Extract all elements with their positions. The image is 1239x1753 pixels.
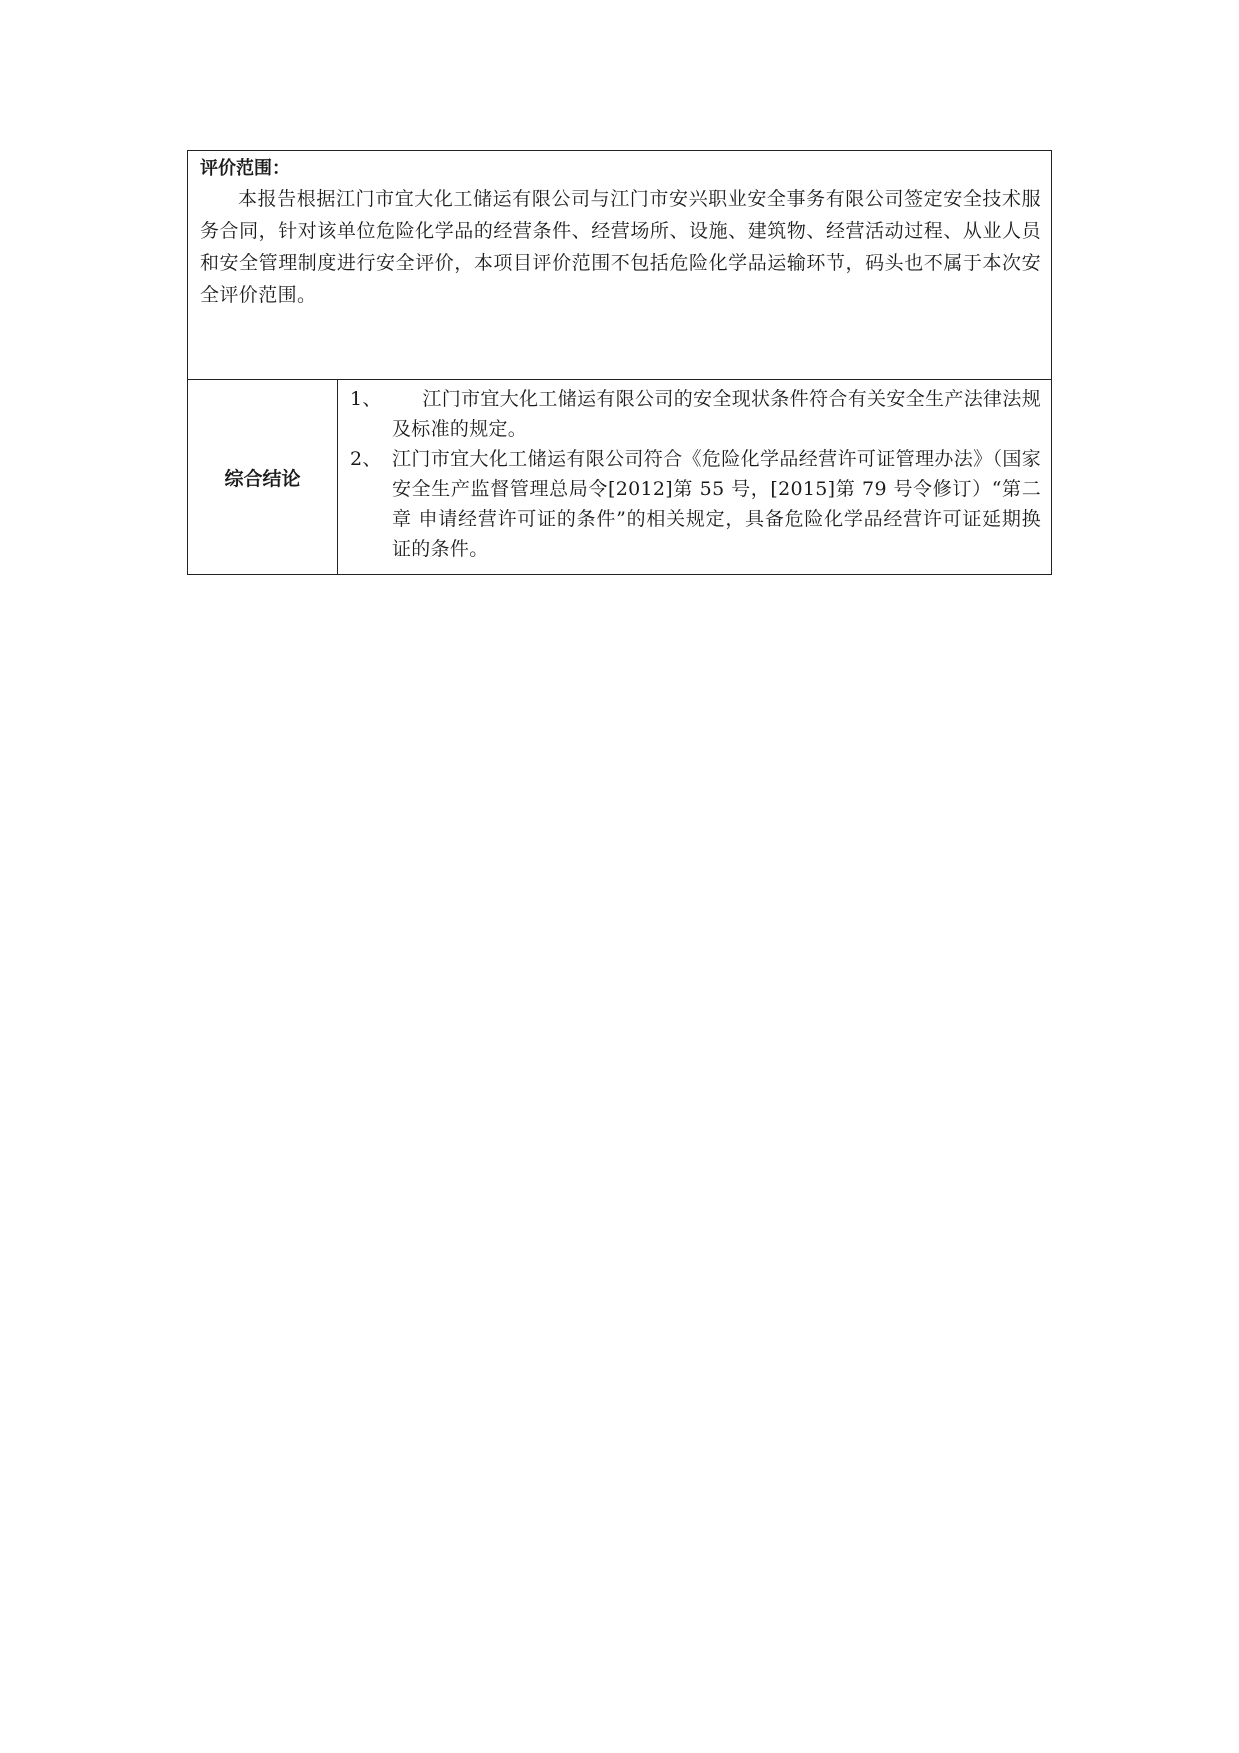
- scope-row: [188, 151, 1052, 380]
- conclusion-list: [350, 384, 1041, 564]
- scope-cell: [188, 151, 1052, 380]
- conclusion-item-text: 江门市宜大化工储运有限公司的安全现状条件符合有关安全生产法律法规及标准的规定。: [392, 388, 1041, 440]
- evaluation-summary-table: [187, 150, 1052, 575]
- conclusion-label: 综合结论: [188, 380, 338, 575]
- conclusion-item: [350, 384, 1041, 444]
- conclusion-item-number: 2、: [350, 448, 382, 470]
- conclusion-row: [188, 380, 1052, 575]
- conclusion-cell: [338, 380, 1052, 575]
- scope-paragraph: 本报告根据江门市宜大化工储运有限公司与江门市安兴职业安全事务有限公司签定安全技术服务合同，针对该单位危险化学品的经营条件、经营场所、设施、建筑物、经营活动过程、从业人员和安全管理制度进行安全评价，本项目评价范围不包括危险化学品运输环节，码头也不属于本次安全评价范围。: [200, 188, 1041, 306]
- conclusion-item-number: 1、: [350, 388, 382, 410]
- scope-heading: 评价范围：: [200, 158, 290, 179]
- conclusion-item-text: 江门市宜大化工储运有限公司符合《危险化学品经营许可证管理办法》（国家安全生产监督管理总局令[2012]第 55 号，[2015]第 79 号令修订）“第二章 申请经营许可证的条件”的相关规定，具备危险化学品经营许可证延期换证的条件。: [392, 448, 1041, 560]
- conclusion-item: [350, 444, 1041, 564]
